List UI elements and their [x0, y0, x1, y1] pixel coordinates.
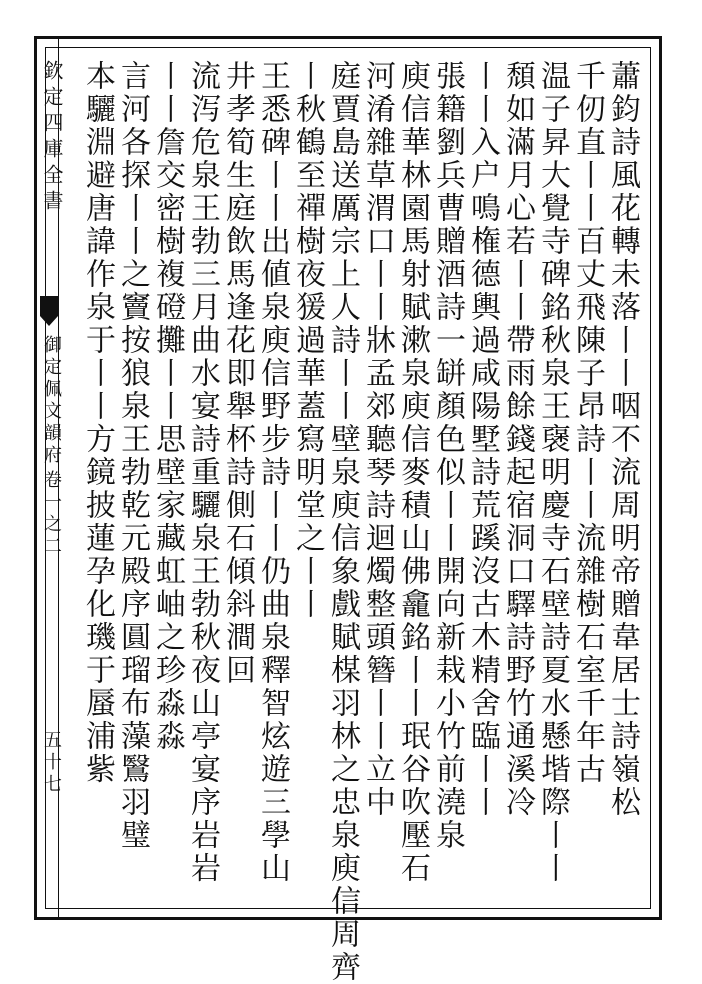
- text-column-5: 丨丨入户鳴権德輿過咸陽墅詩荒蹊沒古木精舍臨丨丨: [465, 60, 500, 819]
- text-column-14: 丨丨詹交密樹複磴攤丨丨思壁家藏虹岫之珍淼淼: [150, 60, 185, 753]
- margin-top-label: 欽定四庫全書: [40, 60, 64, 216]
- text-column-1: 蕭鈞詩風花轉未落丨丨咽不流周明帝贈韋居士詩嶺松: [605, 60, 640, 819]
- text-column-12: 井孝筍生庭飲馬逢花即舉杯詩側石傾斜澗回: [220, 60, 255, 687]
- text-column-9: 庭賈島送厲宗上人詩丨丨壁泉庾信象戲賦楳羽林之忠泉庾信周齊: [325, 60, 360, 984]
- text-column-15: 言河各探丨丨之竇按狼泉王勃乾元殿序圓瑠布藻鷖羽璧: [115, 60, 150, 852]
- margin-book-title: 御定佩文韻府: [41, 335, 62, 467]
- fish-tail-mark: [40, 296, 58, 316]
- text-column-2: 千仞直丨丨百丈飛陳子昂詩丨丨流雜樹石室千年古: [570, 60, 605, 786]
- text-column-6: 張籍劉兵曹贈酒詩一缾顏色似丨丨開向新栽小竹前澆泉: [430, 60, 465, 852]
- text-column-4: 頹如滿月心若丨丨帶雨餘錢起宿洞口驛詩野竹通溪冷: [500, 60, 535, 819]
- margin-page-number: 五十七: [41, 730, 62, 796]
- margin-volume: 卷一之二: [41, 470, 62, 558]
- text-column-10: 丨秋鶴至禪樹夜猨過華蓋寫明堂之丨丨: [290, 60, 325, 621]
- text-column-8: 河淆雜草渭口丨丨牀孟郊聽琴詩迴燭整頭簪丨丨立中: [360, 60, 395, 819]
- text-column-3: 温子昇大覺寺碑銘秋泉王襃明慶寺石壁詩夏水懸堦際丨丨: [535, 60, 570, 885]
- fish-tail-triangle: [40, 316, 58, 326]
- text-column-11: 王悉碑丨丨出値泉庾信野步詩丨丨仍曲泉釋智炫遊三學山: [255, 60, 290, 885]
- text-column-7: 庾信華林園馬射賦漱泉庾信麥積山佛龕銘丨丨珉谷吹壓石: [395, 60, 430, 885]
- text-column-16: 本驪淵避唐諱作泉于丨丨方鏡披蓮孕化璣于蜃浦紫: [80, 60, 115, 786]
- text-column-13: 流泻危泉王勃三月曲水宴詩重驪泉王勃秋夜山亭宴序岩岩: [185, 60, 220, 885]
